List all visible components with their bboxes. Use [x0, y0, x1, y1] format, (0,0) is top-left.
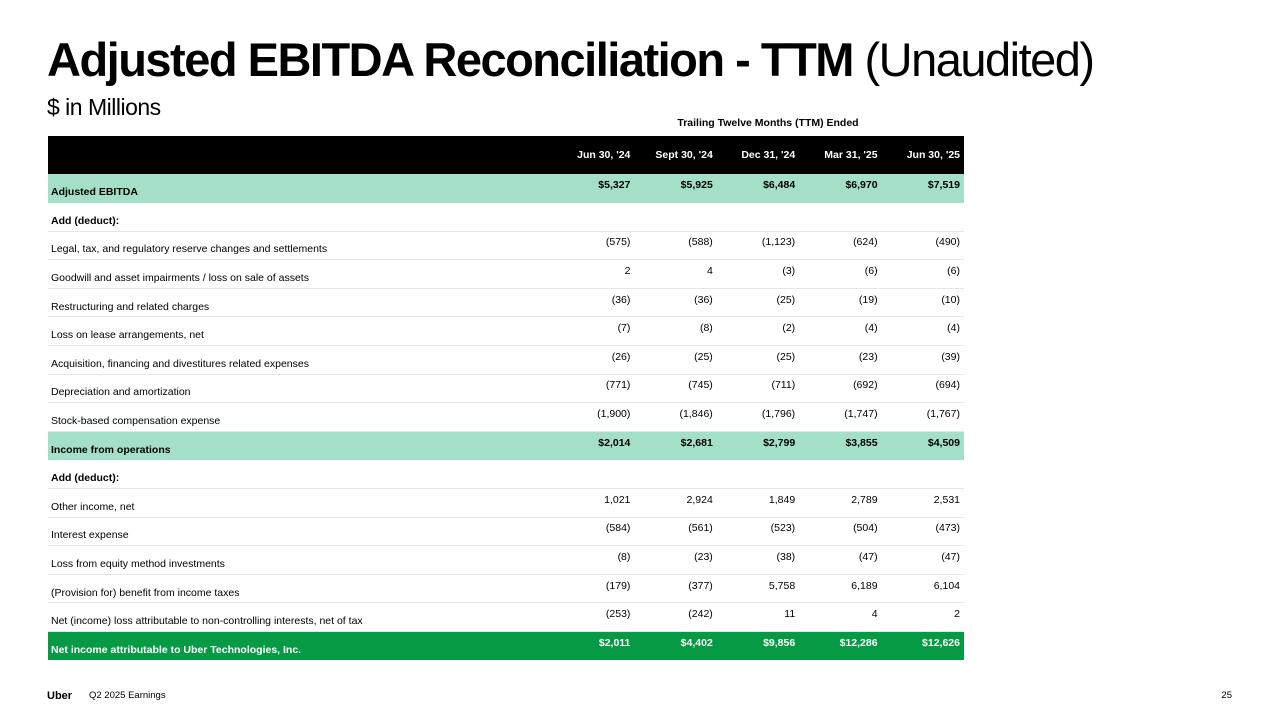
row-label: Adjusted EBITDA [51, 186, 138, 199]
value-cell: 2 [624, 265, 631, 278]
table-header [48, 136, 964, 174]
value-cell: $2,014 [598, 436, 631, 449]
value-cell: (1,900) [597, 408, 631, 421]
value-cell: (39) [941, 350, 960, 363]
value-cell: 6,189 [851, 579, 878, 592]
value-cell: $4,509 [927, 436, 960, 449]
footer-note: Q2 2025 Earnings [89, 690, 166, 701]
value-cell [799, 460, 881, 489]
value-cell: $3,855 [845, 436, 878, 449]
column-header: Sept 30, '24 [655, 149, 713, 161]
value-cell: 2,924 [686, 493, 713, 506]
row-label: Acquisition, financing and divestitures related expenses [51, 357, 309, 370]
value-cell: (36) [611, 293, 631, 306]
table-body [48, 174, 964, 660]
table-row [48, 632, 964, 661]
value-cell: (4) [864, 322, 878, 335]
value-cell: 2 [954, 608, 960, 621]
value-cell: $12,286 [839, 637, 878, 650]
value-cell: (47) [941, 551, 960, 564]
value-cell: (25) [694, 350, 713, 363]
value-cell: (1,123) [761, 236, 796, 249]
row-label: Loss from equity method investments [51, 558, 225, 571]
value-cell: (25) [776, 293, 796, 306]
value-cell: (692) [853, 379, 878, 392]
value-cell: (1,747) [844, 408, 878, 421]
column-header: Jun 30, '25 [906, 149, 960, 161]
table-row [48, 174, 964, 203]
value-cell: (1,767) [926, 408, 960, 421]
title-qualifier: (Unaudited) [864, 33, 1094, 86]
value-cell: (4) [947, 322, 960, 335]
value-cell: 1,021 [604, 493, 631, 506]
value-cell [552, 460, 634, 489]
value-cell: (3) [782, 265, 796, 278]
value-cell: $2,799 [763, 436, 796, 449]
page-subtitle: $ in Millions [47, 94, 161, 120]
value-cell: (377) [688, 579, 713, 592]
table-row [48, 489, 964, 518]
column-header: Dec 31, '24 [741, 149, 796, 161]
table-row [48, 288, 964, 317]
value-cell: (242) [688, 608, 713, 621]
row-label: Interest expense [51, 529, 129, 542]
row-label: Net (income) loss attributable to non-controlling interests, net of tax [51, 615, 363, 628]
value-cell: $4,402 [680, 637, 713, 650]
value-cell: (7) [617, 322, 631, 335]
value-cell: (36) [694, 293, 713, 306]
value-cell [882, 203, 964, 232]
row-label: Goodwill and asset impairments / loss on sale of assets [51, 272, 309, 285]
row-label: Depreciation and amortization [51, 386, 191, 399]
value-cell: $5,327 [598, 179, 631, 192]
value-cell: (504) [853, 522, 878, 535]
header-row [48, 136, 964, 174]
row-label: (Provision for) benefit from income taxes [51, 586, 240, 599]
value-cell: (6) [864, 265, 878, 278]
table-row [48, 546, 964, 575]
reconciliation-table [48, 136, 964, 660]
value-cell: (771) [605, 379, 631, 392]
value-cell: (38) [776, 551, 796, 564]
value-cell: $9,856 [763, 637, 796, 650]
value-cell: (588) [688, 236, 713, 249]
value-cell: $5,925 [680, 179, 713, 192]
page-number: 25 [1221, 690, 1232, 701]
value-cell [552, 203, 634, 232]
table-row [48, 574, 964, 603]
row-label: Restructuring and related charges [51, 300, 210, 313]
value-cell: (8) [617, 551, 631, 564]
value-cell: (490) [935, 236, 960, 249]
value-cell: (745) [688, 379, 713, 392]
period-header: Trailing Twelve Months (TTM) Ended [677, 117, 859, 129]
value-cell: 2,789 [851, 493, 878, 506]
value-cell: (10) [941, 293, 960, 306]
column-header: Mar 31, '25 [824, 149, 878, 161]
row-label: Net income attributable to Uber Technologies, Inc. [51, 644, 302, 657]
value-cell [634, 460, 716, 489]
value-cell: 6,104 [933, 579, 960, 592]
row-label: Income from operations [51, 443, 171, 456]
table-row [48, 317, 964, 346]
value-cell: (47) [858, 551, 878, 564]
value-cell: (6) [947, 265, 960, 278]
value-cell: (1,796) [761, 408, 796, 421]
value-cell: (711) [771, 379, 796, 392]
page-title [47, 30, 1094, 90]
value-cell: (179) [605, 579, 631, 592]
header-label-cell [48, 136, 552, 174]
value-cell: (23) [694, 551, 713, 564]
value-cell [717, 203, 799, 232]
value-cell: (19) [858, 293, 878, 306]
table-row [48, 403, 964, 432]
row-label: Add (deduct): [51, 214, 120, 227]
value-cell: (25) [776, 350, 796, 363]
value-cell: $6,970 [845, 179, 878, 192]
value-cell: 4 [706, 265, 713, 278]
value-cell: $12,626 [922, 637, 960, 650]
table-row [48, 374, 964, 403]
table-row [48, 460, 964, 489]
table-row [48, 203, 964, 232]
row-label: Other income, net [51, 500, 135, 513]
value-cell: (253) [605, 608, 631, 621]
value-cell [799, 203, 881, 232]
table-row [48, 603, 964, 632]
row-label: Loss on lease arrangements, net [51, 329, 204, 342]
footer-brand: Uber [47, 690, 73, 702]
value-cell: (473) [935, 522, 960, 535]
table-row [48, 517, 964, 546]
row-label: Legal, tax, and regulatory reserve changes and settlements [51, 243, 328, 256]
value-cell [634, 203, 716, 232]
value-cell: $6,484 [763, 179, 796, 192]
value-cell: (26) [611, 350, 631, 363]
table-row [48, 231, 964, 260]
row-label: Add (deduct): [51, 471, 120, 484]
value-cell [882, 460, 964, 489]
value-cell: (1,846) [679, 408, 713, 421]
value-cell: (694) [935, 379, 960, 392]
table-row [48, 431, 964, 460]
table-row [48, 260, 964, 289]
title-main: Adjusted EBITDA Reconciliation - TTM [47, 33, 853, 86]
value-cell: 11 [784, 608, 796, 621]
value-cell: (561) [688, 522, 713, 535]
value-cell: (523) [770, 522, 796, 535]
value-cell: 5,758 [768, 579, 796, 592]
value-cell: (575) [605, 236, 631, 249]
value-cell: (23) [858, 350, 878, 363]
value-cell: (624) [853, 236, 878, 249]
value-cell: (2) [782, 322, 796, 335]
value-cell: (584) [605, 522, 631, 535]
value-cell: 4 [871, 608, 878, 621]
value-cell [717, 460, 799, 489]
value-cell: $2,011 [598, 637, 631, 650]
column-header: Jun 30, '24 [577, 149, 631, 161]
value-cell: 1,849 [768, 493, 796, 506]
value-cell: 2,531 [933, 493, 960, 506]
row-label: Stock-based compensation expense [51, 415, 221, 428]
value-cell: $2,681 [680, 436, 713, 449]
value-cell: $7,519 [927, 179, 960, 192]
table-row [48, 346, 964, 375]
value-cell: (8) [699, 322, 713, 335]
